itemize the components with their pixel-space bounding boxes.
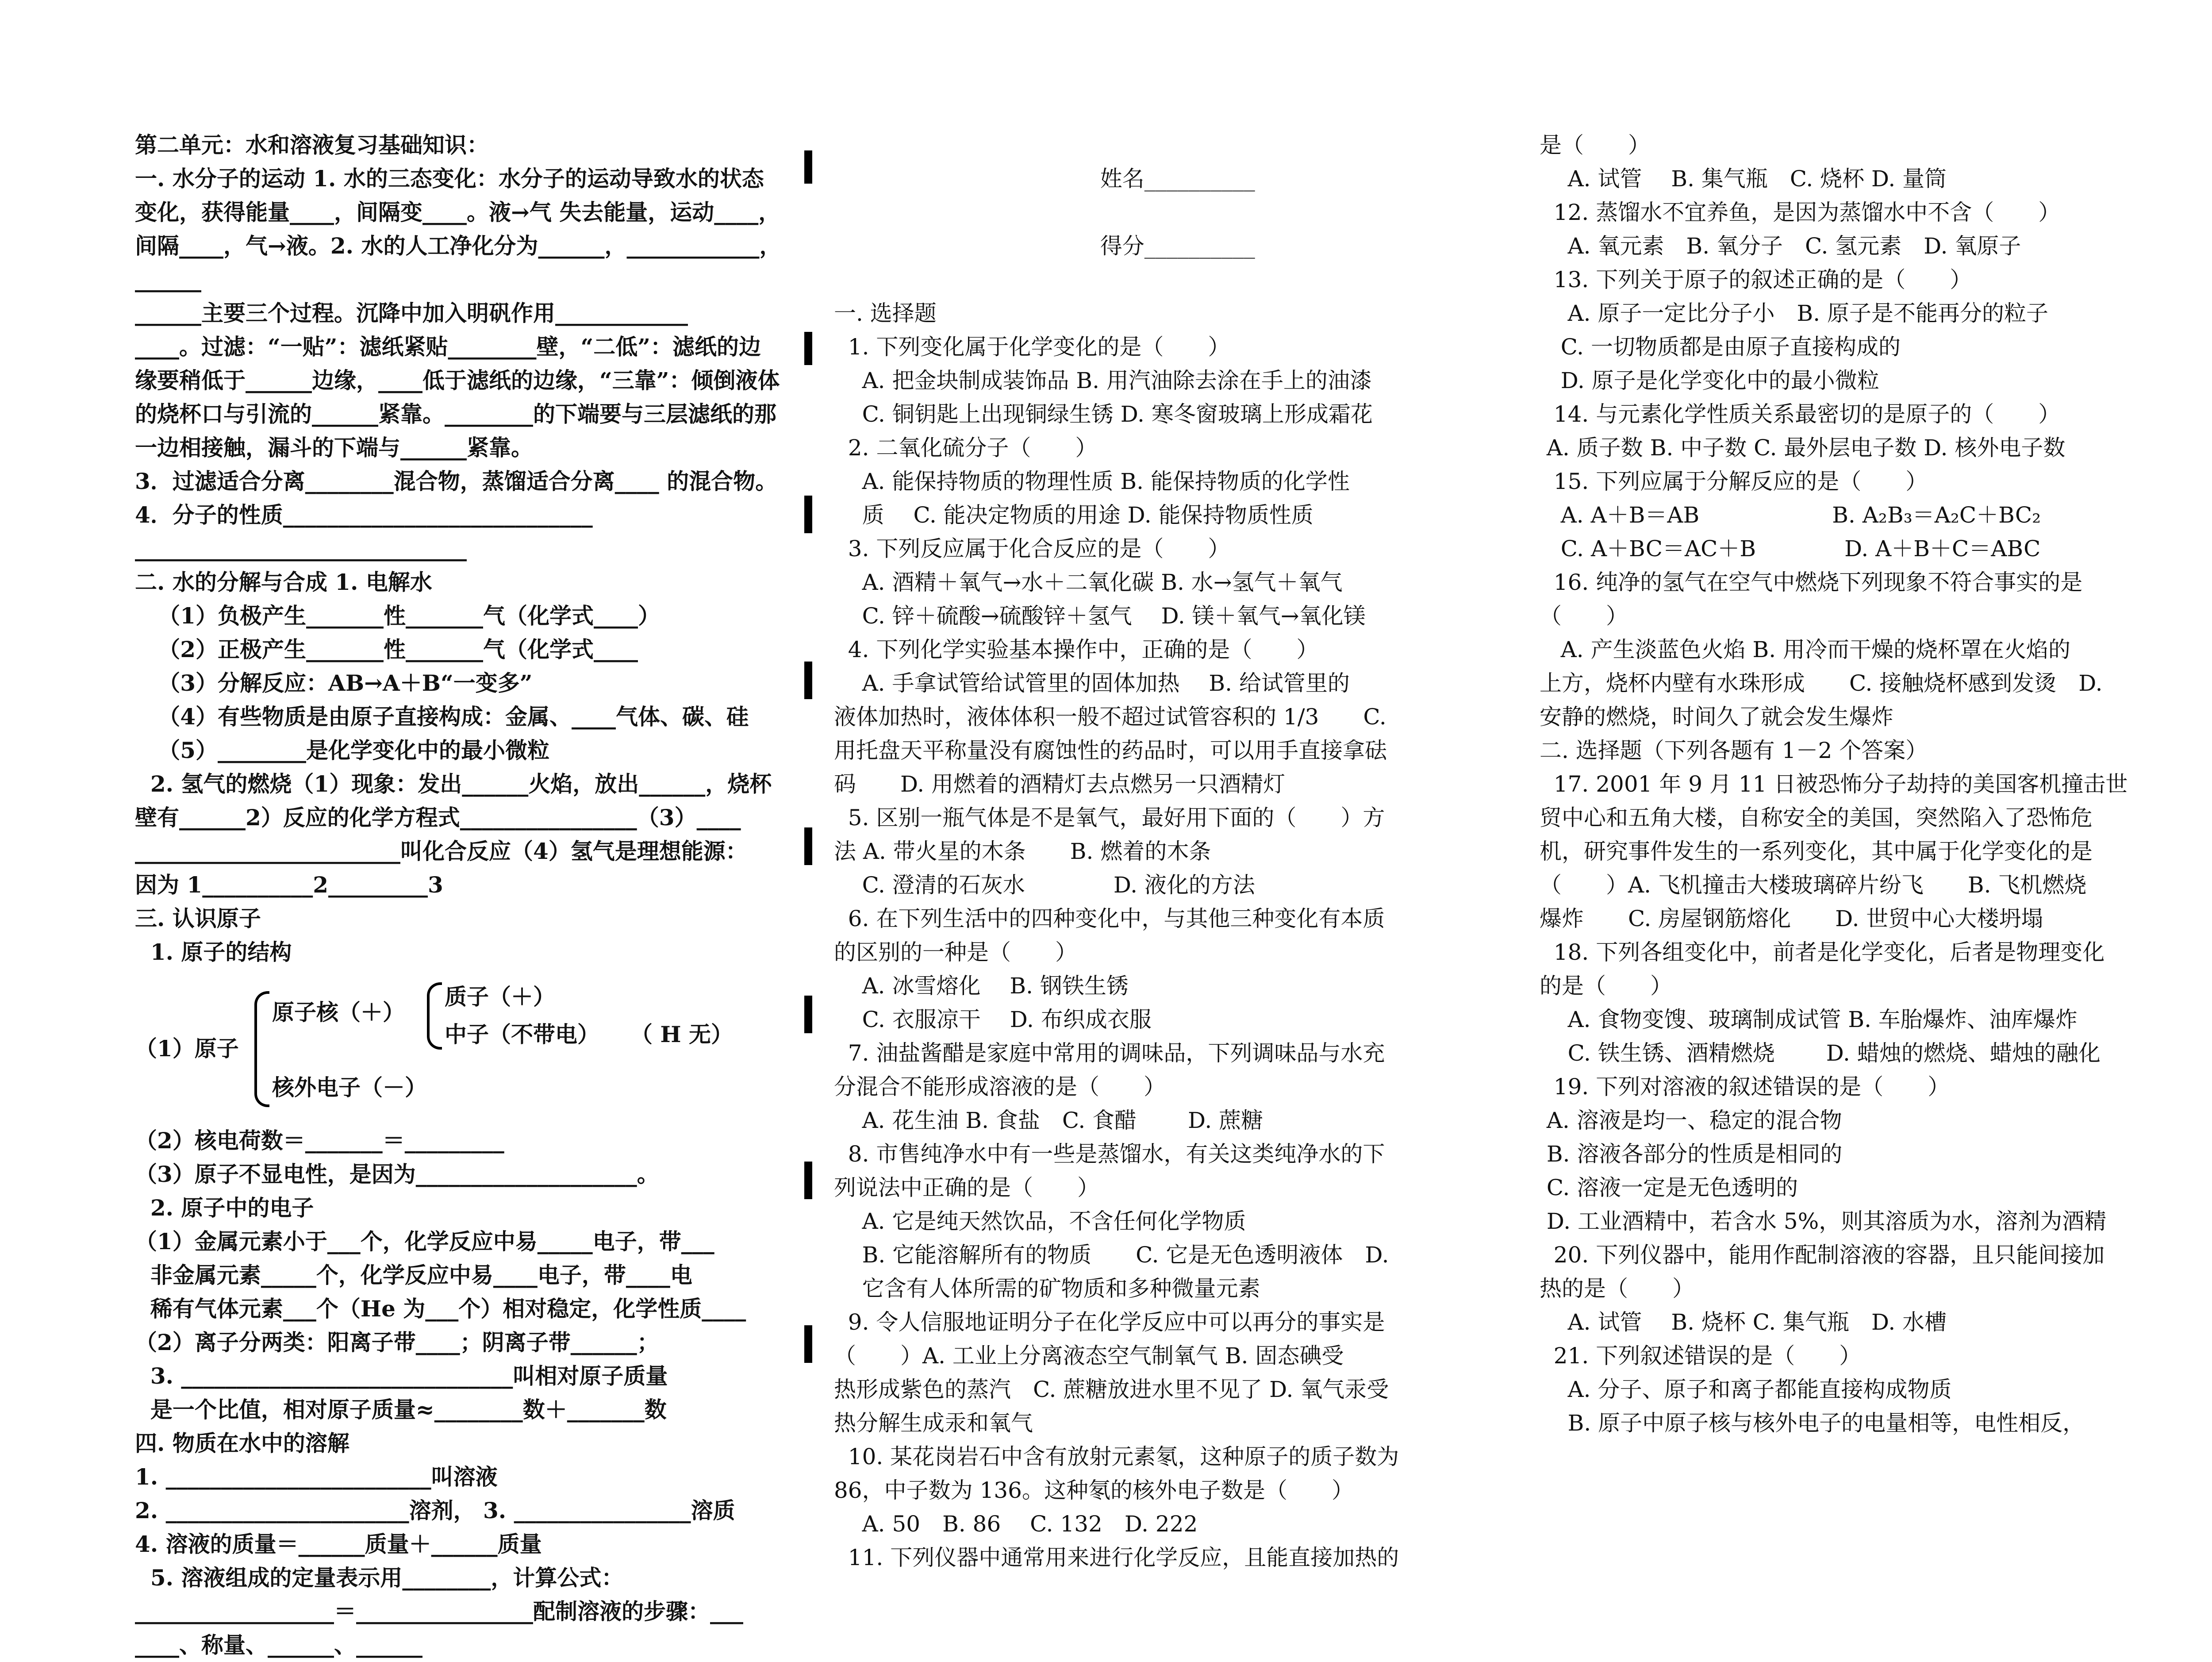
text-line: B. 它能溶解所有的物质 C. 它是无色透明液体 D. [834,1242,1389,1268]
text-line: 上方，烧杯内壁有水珠形成 C. 接触烧杯感到发烫 D. [1540,670,2103,696]
text-line: （3）分解反应：AB→A＋B“一变多” [135,670,533,696]
left-text-block [135,128,785,969]
text-line: ____。过滤：“一贴”：滤纸紧贴________壁，“二低”：滤纸的边 [135,334,761,360]
text-line: 86，中子数为 136。这种氡的核外电子数是（ ） [834,1477,1354,1503]
text-line: 热形成紫色的蒸汽 C. 蔗糖放进水里不见了 D. 氧气汞受 [834,1377,1389,1402]
text-line: __________________＝________________配制溶液的步骤：___ [135,1598,743,1624]
text-line: 用托盘天平称量没有腐蚀性的药品时，可以用手直接拿砝 [834,738,1387,763]
text-line: C. 锌＋硫酸→硫酸锌＋氢气 D. 镁＋氧气→氧化镁 [834,603,1366,629]
text-line: A. 能保持物质的物理性质 B. 能保持物质的化学性 [834,469,1350,494]
text-line: A. 花生油 B. 食盐 C. 食醋 D. 蔗糖 [834,1108,1263,1133]
text-line: A. 试管 B. 烧杯 C. 集气瓶 D. 水槽 [1540,1309,1947,1335]
text-line: 它含有人体所需的矿物质和多种微量元素 [834,1276,1260,1301]
text-line: （3）原子不显电性，是因为____________________。 [135,1161,659,1187]
nucleus-brace [427,982,442,1050]
text-line: A. 50 B. 86 C. 132 D. 222 [834,1511,1198,1537]
separator-bar [804,332,812,365]
text-line: B. 原子中原子核与核外电子的电量相等，电性相反， [1540,1410,2085,1436]
text-line: 安静的燃烧，时间久了就会发生爆炸 [1540,704,1893,730]
text-line: 一. 选择题 [834,300,937,326]
text-line: 质 C. 能决定物质的用途 D. 能保持物质性质 [834,502,1313,528]
text-line: （1）金属元素小于___个，化学反应中易_____电子，带___ [135,1228,714,1254]
nucleus-label: 原子核（＋） [272,999,405,1025]
text-line: 1. ________________________叫溶液 [135,1464,498,1490]
text-line: 热的是（ ） [1540,1276,1694,1301]
text-line: 14. 与元素化学性质关系最密切的是原子的（ ） [1540,401,2061,427]
atom-structure-diagram [135,982,785,1115]
text-line: 一边相接触，漏斗的下端与______紧靠。 [135,435,533,461]
text-line: ____、称量、______、______ [135,1632,422,1658]
text-line: 因为 1__________2_________3 [135,872,443,898]
text-line: 13. 下列关于原子的叙述正确的是（ ） [1540,267,1972,292]
text-line: 9. 令人信服地证明分子在化学反应中可以再分的事实是 [834,1309,1385,1335]
text-line: ______主要三个过程。沉降中加入明矾作用____________ [135,300,688,326]
text-line: 8. 市售纯净水中有一些是蒸馏水，有关这类纯净水的下 [834,1141,1385,1167]
text-line: 列说法中正确的是（ ） [834,1175,1099,1200]
text-line: ______________________________ [135,535,467,562]
text-line: 是一个比值，相对原子质量≈________数＋_______数 [135,1397,667,1423]
score-label: 得分__________ [1100,233,1255,259]
proton-label: 质子（＋） [445,984,555,1010]
text-line: A. 把金块制成装饰品 B. 用汽油除去涂在手上的油漆 [834,368,1372,393]
text-line: 缘要稍低于______边缘，____低于滤纸的边缘，“三靠”：倾倒液体 [135,367,780,393]
text-line: 稀有气体元素___个（He 为___个）相对稳定，化学性质____ [135,1296,746,1322]
text-line: 非金属元素_____个，化学反应中易____电子，带____电 [135,1262,692,1288]
text-line: C. A＋BC＝AC＋B D. A＋B＋C＝ABC [1540,536,2041,562]
middle-column [834,128,1493,1574]
text-line: 是（ ） [1540,132,1650,158]
text-line: A. 氧元素 B. 氧分子 C. 氢元素 D. 氧原子 [1540,233,2021,259]
text-line: C. 铜钥匙上出现铜绿生锈 D. 寒冬窗玻璃上形成霜花 [834,401,1373,427]
text-line: 1. 原子的结构 [135,939,292,965]
text-line: 液体加热时，液体体积一般不超过试管容积的 1/3 C. [834,704,1386,730]
text-line: 法 A. 带火星的木条 B. 燃着的木条 [834,839,1211,864]
text-line: ________________________叫化合反应（4）氢气是理想能源： [135,838,748,864]
text-line: 的是（ ） [1540,973,1672,999]
text-line: C. 溶液一定是无色透明的 [1540,1175,1798,1200]
text-line: 15. 下列应属于分解反应的是（ ） [1540,469,1928,494]
text-line: A. 溶液是均一、稳定的混合物 [1540,1108,1842,1133]
separator-bar [804,827,812,865]
text-line: A. 酒精＋氧气→水＋二氧化碳 B. 水→氢气＋氧气 [834,569,1343,595]
text-line: 一. 水分子的运动 1. 水的三态变化：水分子的运动导致水的状态 [135,165,764,192]
text-line: 分混合不能形成溶液的是（ ） [834,1074,1166,1100]
text-line: A. 试管 B. 集气瓶 C. 烧杯 D. 量筒 [1540,166,1947,192]
separator-bar [804,1162,812,1199]
text-line: C. 铁生锈、酒精燃烧 D. 蜡烛的燃烧、蜡烛的融化 [1540,1040,2101,1066]
text-line: A. 产生淡蓝色火焰 B. 用冷而干燥的烧杯罩在火焰的 [1540,637,2071,662]
separator-bar [804,150,812,184]
separator-bar [804,1325,812,1363]
text-line: 11. 下列仪器中通常用来进行化学反应，且能直接加热的 [834,1545,1399,1570]
text-line: A. 分子、原子和离子都能直接构成物质 [1540,1377,1952,1402]
middle-text-block [834,296,1493,1574]
text-line: 2. 二氧化硫分子（ ） [834,435,1098,461]
text-line: C. 一切物质都是由原子直接构成的 [1540,334,1901,360]
separator-bar [804,496,812,533]
text-line: 6. 在下列生活中的四种变化中，与其他三种变化有本质 [834,906,1385,931]
text-line: （ ）A. 飞机撞击大楼玻璃碎片纷飞 B. 飞机燃烧 [1540,872,2087,898]
text-line: 变化，获得能量____，间隔变____。液→气 失去能量，运动____， [135,199,781,225]
text-line: 的区别的一种是（ ） [834,939,1077,965]
text-line: 20. 下列仪器中，能用作配制溶液的容器，且只能间接加 [1540,1242,2105,1268]
text-line: 2. 氢气的燃烧（1）现象：发出______火焰，放出______，烧杯 [135,771,772,797]
text-line: A. 质子数 B. 中子数 C. 最外层电子数 D. 核外电子数 [1540,435,2066,461]
text-line: （2）核电荷数＝_______＝_________ [135,1127,504,1154]
text-line: 5. 区别一瓶气体是不是氧气，最好用下面的（ ）方 [834,805,1385,831]
text-line: A. 冰雪熔化 B. 钢铁生锈 [834,973,1129,999]
text-line: 10. 某花岗岩石中含有放射元素氡，这种原子的质子数为 [834,1444,1399,1470]
text-line: 间隔____，气→液。2. 水的人工净化分为______，____________，______ [135,233,782,292]
neutron-label: 中子（不带电） [445,1021,599,1047]
atom-brace [254,991,269,1107]
text-line: 16. 纯净的氢气在空气中燃烧下列现象不符合事实的是 [1540,569,2083,595]
right-column [1540,128,2208,1440]
text-line: 3. ______________________________叫相对原子质量 [135,1363,668,1389]
text-line: 壁有______2）反应的化学方程式________________（3）____ [135,804,741,831]
text-line: C. 衣服凉干 D. 布织成衣服 [834,1007,1152,1032]
text-line: （2）离子分两类：阳离子带____；阴离子带______； [135,1329,659,1355]
neutron-note: （ H 无） [630,1021,733,1047]
text-line: 三. 认识原子 [135,905,261,931]
text-line: 17. 2001 年 9 月 11 日被恐怖分子劫持的美国客机撞击世 [1540,771,2128,797]
text-line: 3. 下列反应属于化合反应的是（ ） [834,536,1230,562]
text-line: 4．分子的性质____________________________ [135,502,593,528]
text-line: 的烧杯口与引流的______紧靠。________的下端要与三层滤纸的那 [135,401,776,427]
text-line: 18. 下列各组变化中，前者是化学变化，后者是物理变化 [1540,939,2105,965]
text-line: A. A＋B＝AB B. A₂B₃＝A₂C＋BC₂ [1540,502,2041,528]
separator-bar [804,996,812,1033]
text-line: 5. 溶液组成的定量表示用________，计算公式： [135,1565,624,1591]
text-line: 爆炸 C. 房屋钢筋熔化 D. 世贸中心大楼坍塌 [1540,906,2043,931]
text-line: 1. 下列变化属于化学变化的是（ ） [834,334,1230,360]
text-line: 3．过滤适合分离________混合物，蒸馏适合分离____ 的混合物。 [135,468,778,494]
text-line: A. 原子一定比分子小 B. 原子是不能再分的粒子 [1540,300,2049,326]
text-line: （4）有些物质是由原子直接构成：金属、____气体、碳、硅 [135,704,749,730]
text-line: 12. 蒸馏水不宜养鱼，是因为蒸馏水中不含（ ） [1540,200,2061,225]
text-line: 码 D. 用燃着的酒精灯去点燃另一只酒精灯 [834,771,1286,797]
text-line: 贸中心和五角大楼，自称安全的美国，突然陷入了恐怖危 [1540,805,2093,831]
text-line: （2）正极产生_______性_______气（化学式____ [135,636,638,662]
text-line: A. 食物变馊、玻璃制成试管 B. 车胎爆炸、油库爆炸 [1540,1007,2078,1032]
left-column [135,128,785,1662]
separator-bar [804,662,812,699]
text-line: A. 它是纯天然饮品，不含任何化学物质 [834,1208,1246,1234]
text-line: 21. 下列叙述错误的是（ ） [1540,1343,1862,1369]
text-line: 四. 物质在水中的溶解 [135,1430,349,1456]
text-line: 4. 下列化学实验基本操作中，正确的是（ ） [834,637,1319,662]
electrons-label: 核外电子（－） [272,1074,427,1100]
text-line: C. 澄清的石灰水 D. 液化的方法 [834,872,1255,898]
text-line: B. 溶液各部分的性质是相同的 [1540,1141,1843,1167]
atom-label: （1）原子 [135,1035,239,1062]
text-line: 热分解生成汞和氧气 [834,1410,1033,1436]
text-line: 二. 水的分解与合成 1. 电解水 [135,569,432,595]
right-text-block [1540,128,2208,1440]
text-line: 2. ______________________溶剂， 3. ________________溶质 [135,1497,735,1524]
text-line: 机，研究事件发生的一系列变化，其中属于化学变化的是 [1540,839,2093,864]
left-text-block-2 [135,1124,785,1662]
text-line: （1）负极产生_______性_______气（化学式____） [135,603,661,629]
text-line: （ ） [1540,603,1628,629]
text-line: 2. 原子中的电子 [135,1195,314,1221]
text-line: 第二单元：水和溶液复习基础知识： [135,132,489,158]
text-line: 二. 选择题（下列各题有 1－2 个答案） [1540,738,1928,763]
text-line: 4. 溶液的质量＝______质量＋______质量 [135,1531,542,1557]
text-line: D. 原子是化学变化中的最小微粒 [1540,368,1879,393]
text-line: A. 手拿试管给试管里的固体加热 B. 给试管里的 [834,670,1350,696]
text-line: 19. 下列对溶液的叙述错误的是（ ） [1540,1074,1950,1100]
text-line: （5）________是化学变化中的最小微粒 [135,737,550,763]
name-score-header [834,128,1493,296]
name-label: 姓名__________ [1100,166,1255,192]
text-line: （ ）A. 工业上分离液态空气制氧气 B. 固态碘受 [834,1343,1344,1369]
text-line: D. 工业酒精中，若含水 5%，则其溶质为水，溶剂为酒精 [1540,1208,2107,1234]
text-line: 7. 油盐酱醋是家庭中常用的调味品，下列调味品与水充 [834,1040,1385,1066]
